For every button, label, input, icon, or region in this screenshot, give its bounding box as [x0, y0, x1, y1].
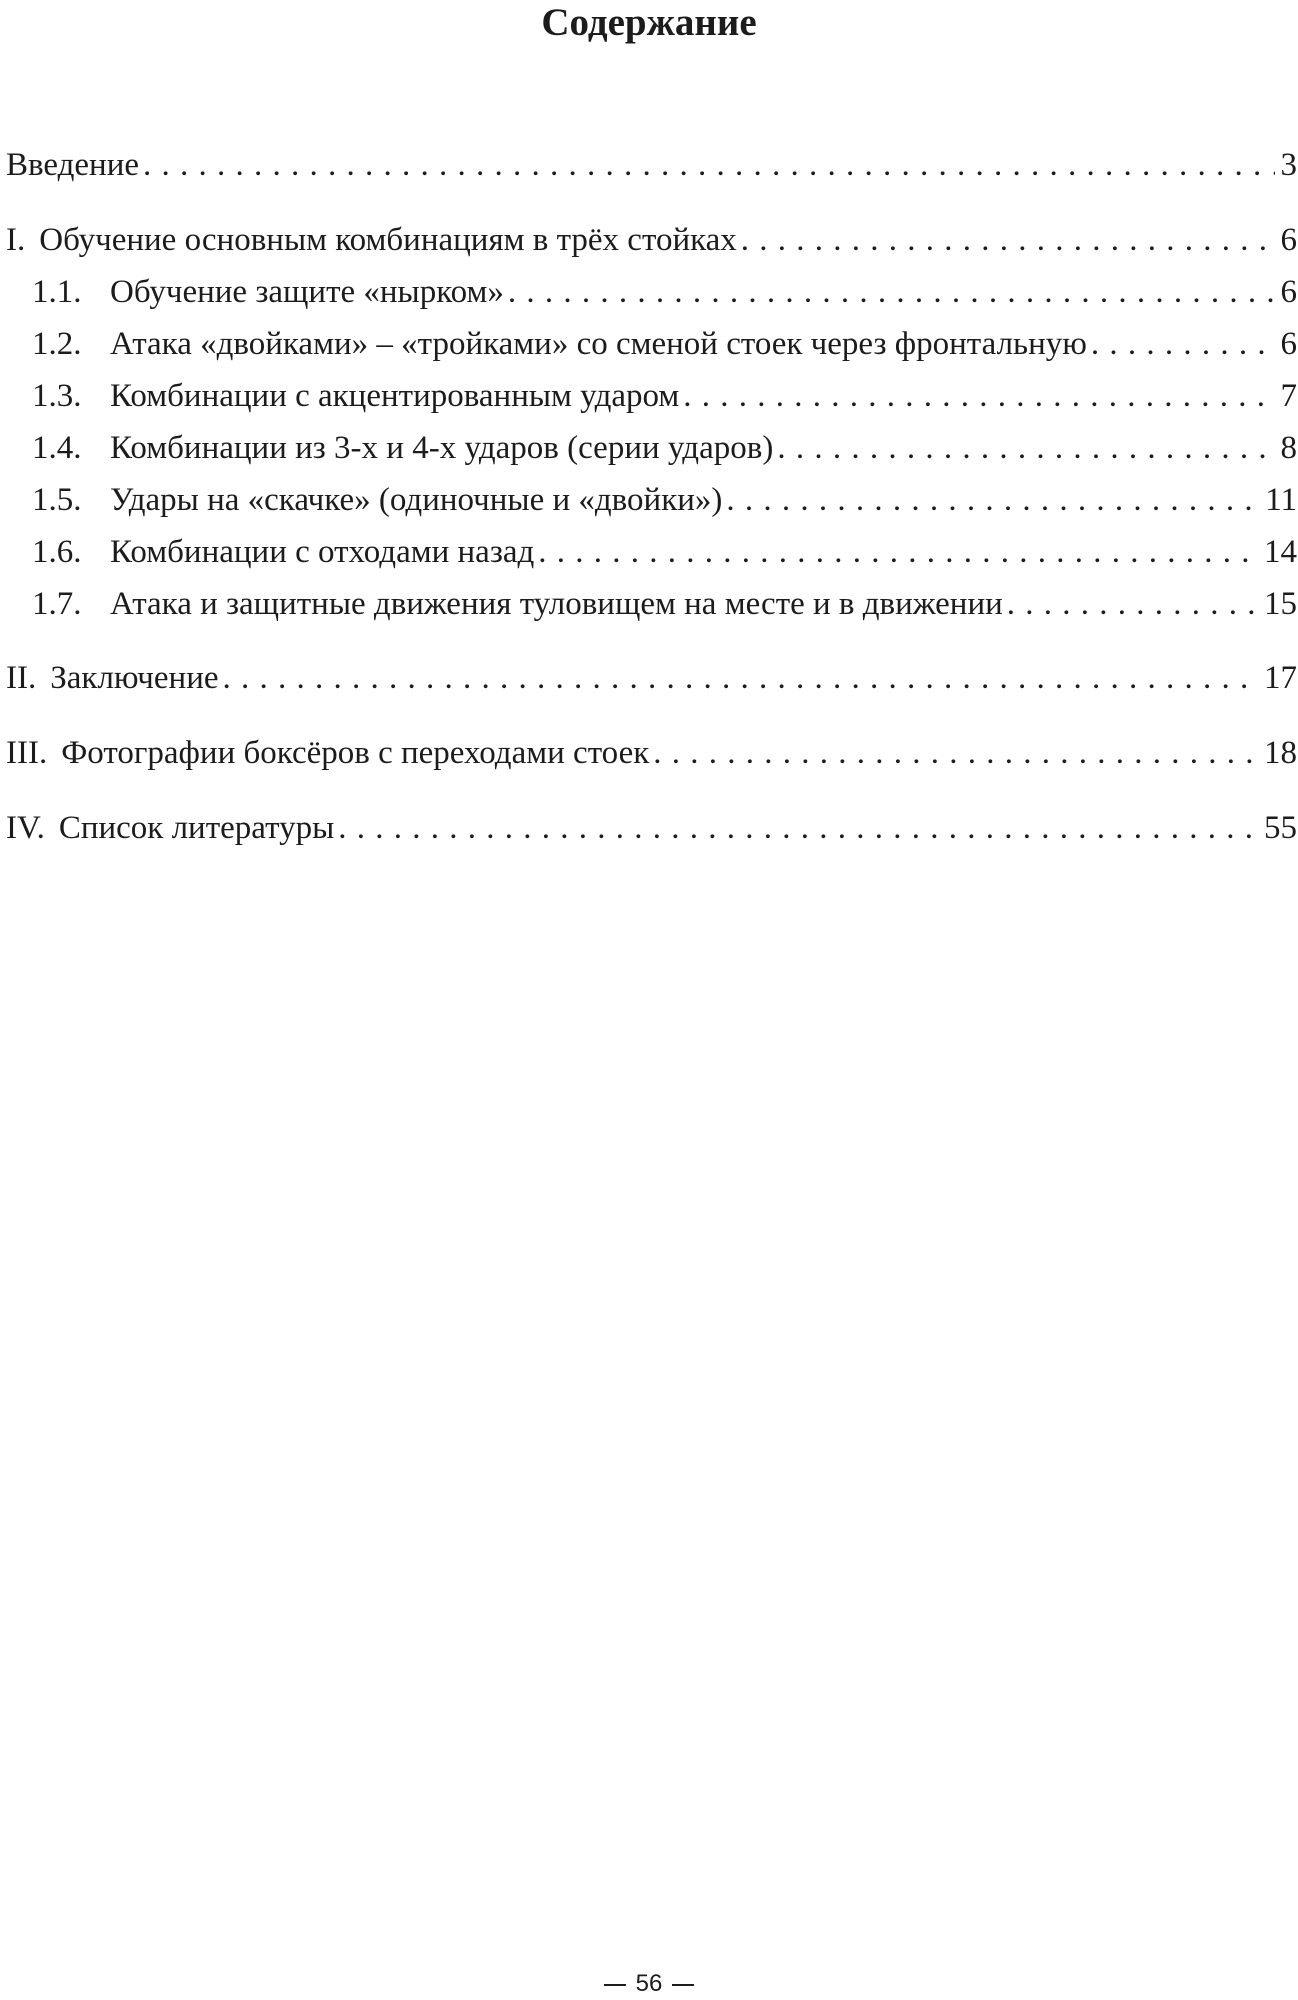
toc-entry-section-1-6[interactable]: [32, 530, 1297, 574]
toc-entry-page: 18: [1264, 735, 1297, 771]
toc-entry-page: 17: [1264, 660, 1297, 696]
toc-dot-leader: [143, 143, 1274, 187]
toc-entry-number: 1.5.: [32, 482, 82, 518]
toc-entry-page: 55: [1264, 810, 1297, 846]
toc-entry-page: 6: [1280, 326, 1297, 362]
toc-entry-page: 8: [1280, 430, 1297, 466]
toc-dot-leader: [338, 806, 1258, 850]
toc-dot-leader: [1007, 582, 1258, 626]
toc-entry-section-1-1[interactable]: [32, 270, 1297, 314]
toc-entry-label: Комбинации из 3-х и 4-х ударов (серии ударов): [110, 430, 774, 466]
toc-dot-leader: [777, 426, 1274, 470]
toc-entry-page: 3: [1280, 147, 1297, 183]
toc-entry-label: Атака «двойками» – «тройками» со сменой стоек через фронтальную: [110, 326, 1087, 362]
toc-entry-number: 1.6.: [32, 534, 82, 570]
toc-entry-number: 1.7.: [32, 586, 82, 622]
toc-entry-number: I.: [6, 222, 26, 258]
toc-dot-leader: [741, 218, 1275, 262]
toc-entry-number: 1.3.: [32, 378, 82, 414]
page-title: Содержание: [541, 1, 757, 44]
toc-entry-label: Список литературы: [58, 810, 335, 846]
toc-entry-label: Атака и защитные движения туловищем на месте и в движении: [110, 586, 1003, 622]
toc-entry-introduction[interactable]: [6, 143, 1297, 187]
toc-entry-section-1-3[interactable]: [32, 374, 1297, 418]
toc-entry-section-1-4[interactable]: [32, 426, 1297, 470]
toc-entry-label: Обучение защите «нырком»: [110, 274, 504, 310]
toc-dot-leader: [1091, 322, 1275, 366]
toc-entry-number: IV.: [6, 810, 45, 846]
toc-entry-section-1-2[interactable]: [32, 322, 1297, 366]
toc-entry-section-1-5[interactable]: [32, 478, 1297, 522]
toc-entry-page: 15: [1264, 586, 1297, 622]
toc-entry-number: III.: [6, 735, 48, 771]
toc-entry-label: Комбинации с акцентированным ударом: [110, 378, 680, 414]
toc-entry-label: Удары на «скачке» (одиночные и «двойки»): [110, 482, 723, 518]
toc-entry-label: Обучение основным комбинациям в трёх стойках: [39, 222, 737, 258]
toc-entry-page: 6: [1280, 274, 1297, 310]
toc-entry-number: II.: [6, 660, 37, 696]
toc-dot-leader: [538, 530, 1258, 574]
toc-dot-leader: [683, 374, 1274, 418]
toc-entry-label: Заключение: [50, 660, 219, 696]
toc-dot-leader: [653, 731, 1258, 775]
toc-entry-number: 1.4.: [32, 430, 82, 466]
toc-entry-page: 14: [1264, 534, 1297, 570]
toc-dot-leader: [726, 478, 1259, 522]
toc-entry-number: 1.2.: [32, 326, 82, 362]
toc-entry-page: 6: [1280, 222, 1297, 258]
page-number: 56: [635, 1970, 663, 1997]
toc-entry-chapter-2[interactable]: [6, 656, 1297, 700]
toc-entry-page: 11: [1265, 482, 1297, 518]
toc-entry-section-1-7[interactable]: [32, 582, 1297, 626]
toc-entry-chapter-4[interactable]: [6, 806, 1297, 850]
toc-entry-number: 1.1.: [32, 274, 82, 310]
toc-entry-chapter-3[interactable]: [6, 731, 1297, 775]
page-footer: [0, 1970, 1298, 1998]
toc-entry-label: Фотографии боксёров с переходами стоек: [61, 735, 650, 771]
dash-glyph: [672, 1984, 694, 1986]
dash-glyph: [604, 1984, 626, 1986]
toc-entry-label: Комбинации с отходами назад: [110, 534, 535, 570]
toc-dot-leader: [223, 656, 1258, 700]
toc-entry-chapter-1[interactable]: [6, 218, 1297, 262]
toc-entry-page: 7: [1280, 378, 1297, 414]
toc-dot-leader: [508, 270, 1275, 314]
toc-entry-label: Введение: [6, 147, 140, 183]
